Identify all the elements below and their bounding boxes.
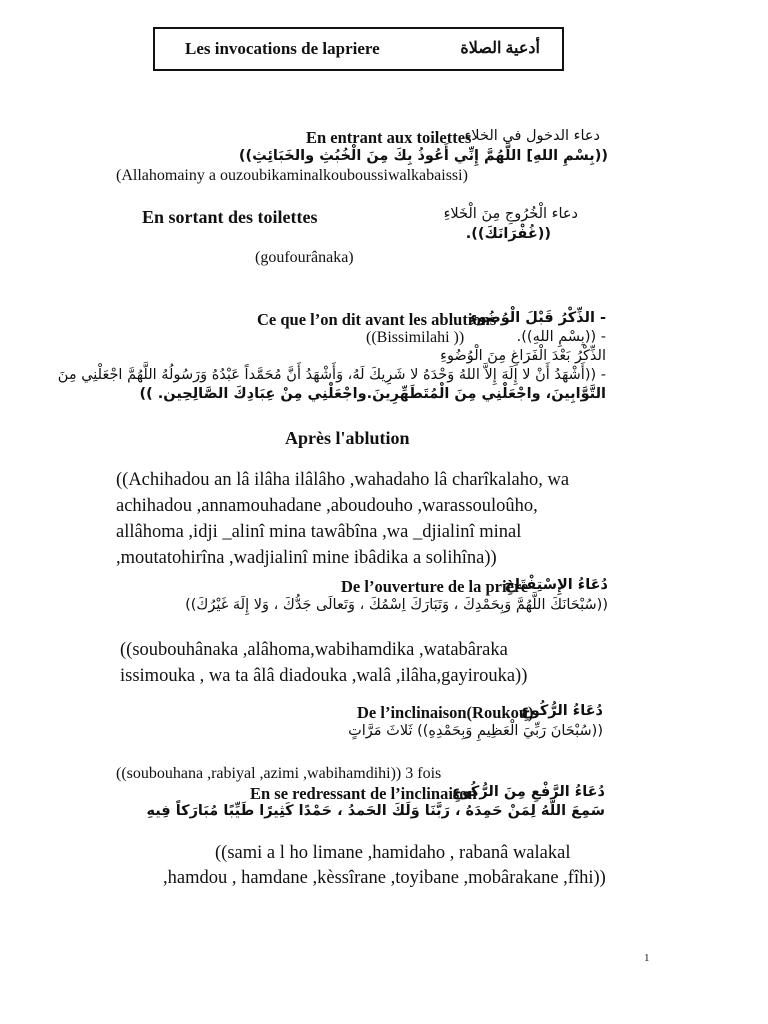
title-box — [153, 27, 564, 71]
translit-after-ablution — [116, 467, 569, 571]
arabic-dua-after-line1: - ((أَشْهَدُ أَنْ لا إِلَهَ إِلاَّ اللهُ وَحْدَهُ لا شَرِيكَ لَهُ، وَأَشْهَدُ أَنَّ مُحَمَّداً عَبْدُهُ وَرَسُولُهُ اللَّهُمَّ اجْعَلْنِي مِنَ — [57, 367, 606, 383]
translit-rising — [163, 841, 606, 891]
arabic-heading-before-ablutions: - الذِّكْرُ قَبْلَ الْوُضُوءِ — [470, 310, 606, 326]
arabic-bismillah: - ((بِسْمِ اللهِ)). — [516, 329, 606, 345]
translit-line: achihadou ,annamouhadane ,aboudouho ,warassouloûho, — [116, 496, 538, 516]
arabic-dua-leaving: ((غُفْرَانَكَ)). — [465, 226, 551, 242]
arabic-dua-opening: ((سُبْحَانَكَ اللَّهُمَّ وَبِحَمْدِكَ ، وَتَبَارَكَ اِسْمُكَ ، وَتَعالَى جَدُّكَ ، وَلا إِلَهَ غَيْرُكَ)) — [185, 597, 608, 613]
arabic-heading-rising: دُعَاءُ الرَّفْعِ مِنَ الرُّكُوعِ — [451, 784, 605, 800]
arabic-heading-after-ablutions: الذِّكْرُ بَعْدَ الْفَرَاغِ مِنَ الْوُضُوءِ — [440, 348, 606, 364]
document-title: Les invocations de lapriere — [185, 39, 380, 58]
heading-after-ablution: Après l'ablution — [285, 428, 410, 448]
page-number: 1 — [644, 952, 650, 964]
translit-line: allâhoma ,idji _alinî mina tawâbîna ,wa _djialinî minal — [116, 522, 522, 542]
heading-opening-prayer: De l’ouverture de la prière — [341, 577, 529, 596]
translit-line: ,moutatohirîna ,wadjialinî mine ibâdika a solihîna)) — [116, 548, 497, 568]
translit-leaving: (goufourânaka) — [255, 249, 354, 266]
heading-entering-toilets: En entrant aux toilettes — [306, 128, 472, 147]
heading-before-ablutions: Ce que l’on dit avant les ablutions — [257, 310, 497, 329]
translit-line: ,hamdou , hamdane ,kèssîrane ,toyibane ,mobârakane ,fîhi)) — [163, 868, 606, 888]
translit-line: ((soubouhânaka ,alâhoma,wabihamdika ,watabâraka — [120, 640, 508, 660]
heading-rising: En se redressant de l’inclinaison — [250, 784, 477, 803]
arabic-heading-ruku: دُعَاءُ الرُّكُوعِ — [520, 703, 603, 719]
heading-inclination: De l’inclinaison(Roukou) — [357, 703, 534, 722]
arabic-heading-opening: دُعَاءُ الإِسْتِفْتَاحِ — [504, 577, 608, 593]
translit-entering: (Allahomainy a ouzoubikaminalkouboussiwalkabaissi) — [116, 167, 468, 184]
translit-opening — [120, 637, 527, 689]
arabic-heading-leaving: دعاء الْخُرُوجِ مِنَ الْخَلاءِ — [443, 206, 578, 222]
translit-line: ((sami a l ho limane ,hamidaho , rabanâ walakal — [215, 843, 571, 863]
arabic-dua-rising: سَمِعَ اللَّهُ لِمَنْ حَمِدَهُ ، رَبَّنَا وَلَكَ الحَمدُ ، حَمْدًا كَثِيرًا طَيِّبًا مُبَارَكاً فِيهِ — [146, 803, 605, 819]
arabic-dua-ruku: ((سُبْحَانَ رَبِّيَ الْعَظِيمِ وَبِحَمْدِهِ)) ثَلاثَ مَرَّاتٍ — [348, 723, 603, 739]
translit-line: issimouka , wa ta âlâ diadouka ,walâ ,ilâha,gayirouka)) — [120, 666, 528, 686]
arabic-heading-entering: دعاء الدخول في الخلاء — [464, 128, 600, 144]
arabic-dua-after-line2: التَّوَّابِينَ، واجْعَلْنِي مِنَ الْمُتَطَهِّرِينَ.واجْعَلْنِي مِنْ عِبَادِكَ الصَّالِحِين. )) — [139, 386, 606, 402]
heading-leaving-toilets: En sortant des toilettes — [142, 207, 318, 227]
translit-line: ((Achihadou an lâ ilâha ilâlâho ,wahadaho lâ charîkalaho, wa — [116, 470, 570, 490]
document-title-arabic: أدعية الصلاة — [460, 40, 540, 57]
arabic-dua-entering: ((بِسْمِ اللهِ] اللَّهُمَّ إِنِّي أَعُوذُ بِكَ مِنَ الْخُبُثِ والخَبَائِثِ)) — [238, 148, 608, 164]
translit-ruku: ((soubouhana ,rabiyal ,azimi ,wabihamdihi)) 3 fois — [116, 765, 442, 782]
translit-bismillah: ((Bissimilahi )) — [366, 329, 465, 346]
